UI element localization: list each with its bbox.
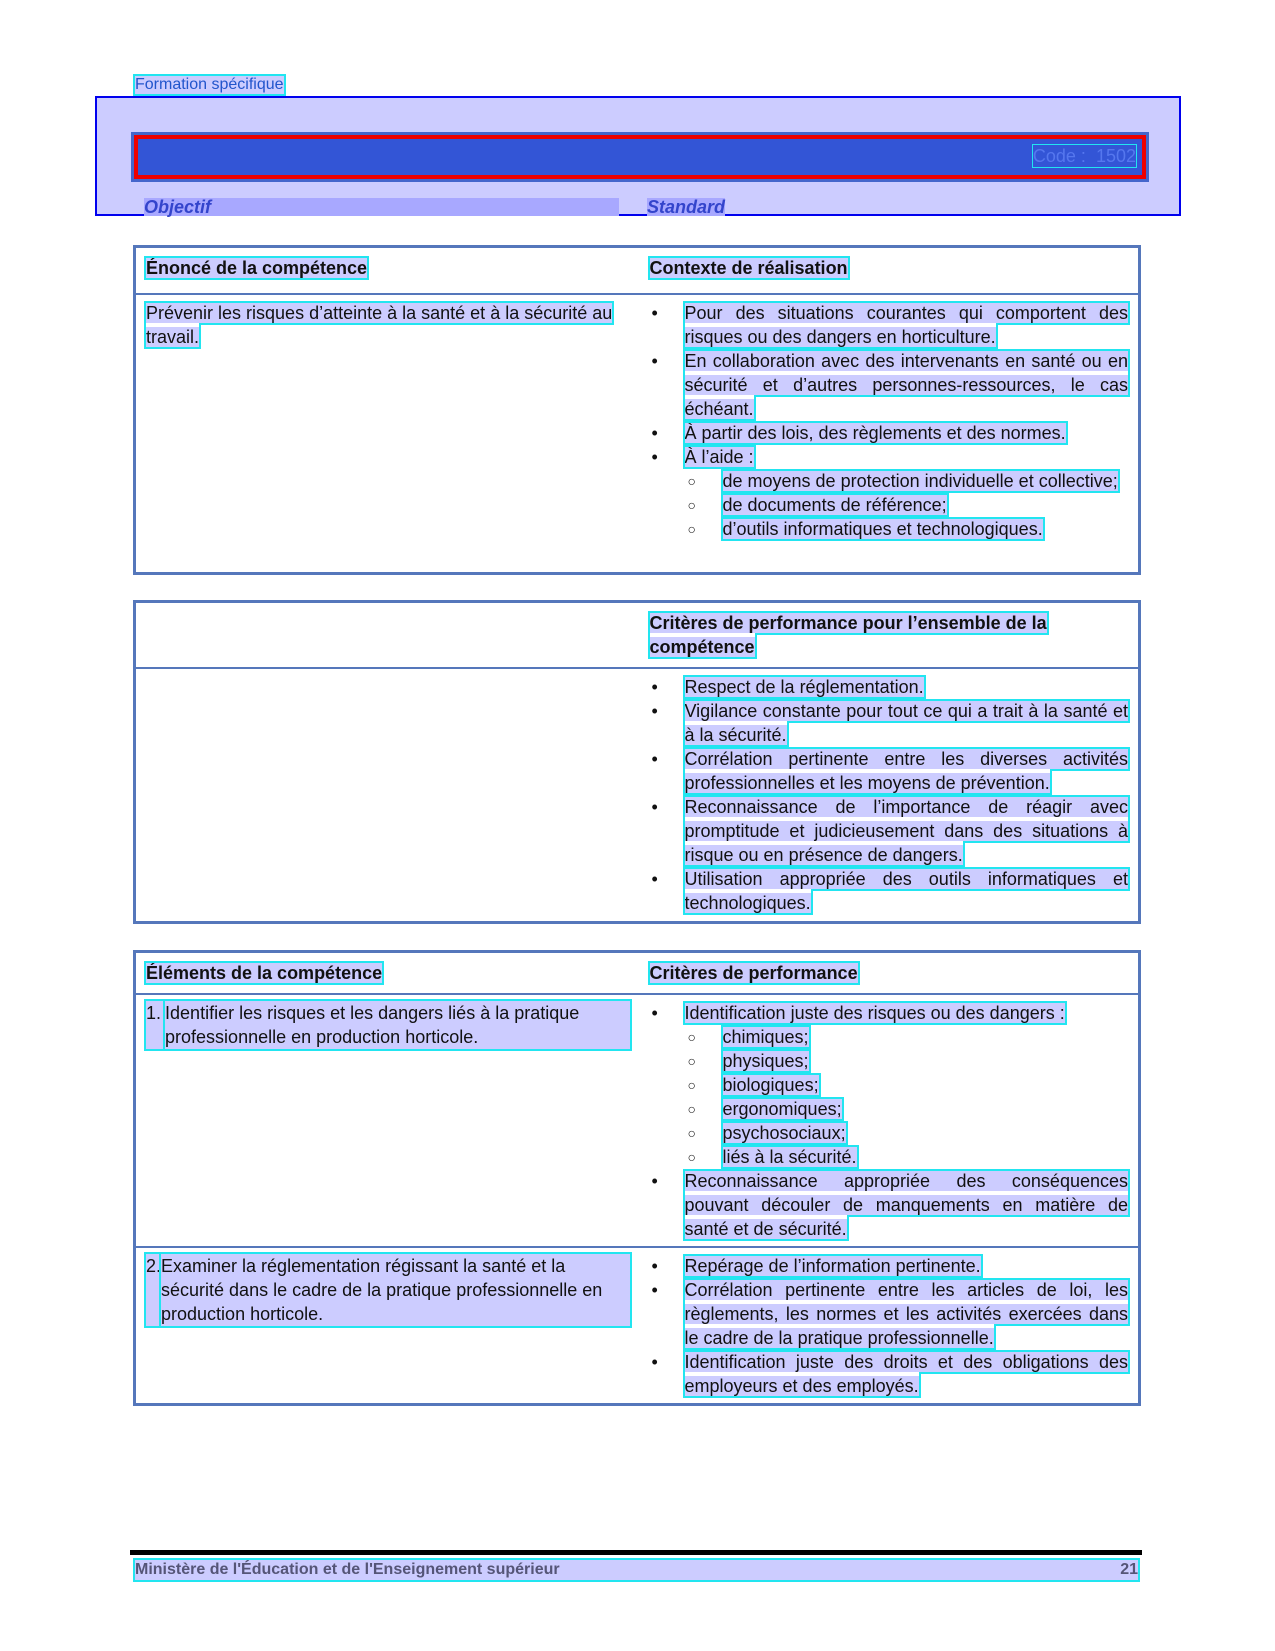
sub-bullet-item — [688, 1145, 1129, 1169]
item-text: Identification juste des risques ou des dangers : — [684, 1003, 1065, 1024]
item-text: Pour des situations courantes qui comportent des risques ou des dangers en horticulture. — [684, 302, 1128, 347]
performance-heading: Critères de performance — [649, 963, 858, 983]
item-text: chimiques; — [722, 1027, 809, 1048]
context-list — [650, 301, 1129, 541]
section-title: Formation spécifique — [135, 76, 284, 93]
code-label: Code : 1502 — [1032, 146, 1136, 166]
code-bar — [134, 135, 1146, 179]
bullet-item — [650, 301, 1129, 349]
item-text: Reconnaissance de l’importance de réagir avec promptitude et judicieusement dans des situations à risque ou en présence de dangers. — [684, 797, 1128, 866]
contexte-heading: Contexte de réalisation — [649, 258, 848, 278]
item-text: Corrélation pertinente entre les articles de loi, les règlements, les normes et les activités exercées dans le cadre de la pratique professionnelle. — [684, 1280, 1128, 1349]
sub-bullet-item — [688, 1049, 1129, 1073]
bullet-item — [650, 1001, 1129, 1025]
item-text: Utilisation appropriée des outils informatiques et technologiques. — [684, 869, 1128, 914]
bullet-item — [650, 699, 1129, 747]
bullet-item — [650, 867, 1129, 915]
bullet-item — [650, 1169, 1129, 1241]
elements-heading: Éléments de la compétence — [146, 963, 383, 983]
competence-statement: Prévenir les risques d’atteinte à la santé et à la sécurité au travail. — [146, 302, 613, 347]
page-number: 21 — [1120, 1561, 1138, 1578]
item-text: ergonomiques; — [722, 1099, 842, 1120]
item-text: Corrélation pertinente entre les diverses activités professionnelles et les moyens de prévention. — [684, 749, 1128, 794]
elements-table — [133, 950, 1141, 1406]
element-criteria-list — [650, 1001, 1129, 1241]
sub-bullet-item — [688, 469, 1129, 493]
bullet-item — [650, 445, 1129, 469]
sub-bullet-item — [688, 1025, 1129, 1049]
item-text: de documents de référence; — [722, 494, 947, 515]
element-text: Examiner la réglementation régissant la santé et la sécurité dans le cadre de la pratique professionnelle en production horticole. — [161, 1254, 629, 1326]
item-text: À l’aide : — [684, 446, 754, 467]
sub-bullet-item — [688, 1121, 1129, 1145]
item-text: physiques; — [722, 1051, 809, 1072]
bullet-item — [650, 349, 1129, 421]
enonce-heading: Énoncé de la compétence — [146, 258, 368, 278]
item-text: psychosociaux; — [722, 1123, 846, 1144]
bullet-item — [650, 747, 1129, 795]
sub-bullet-item — [688, 517, 1129, 541]
bullet-item — [650, 1350, 1129, 1398]
competence-table — [133, 245, 1141, 575]
item-text: En collaboration avec des intervenants en santé ou en sécurité et d’autres personnes-ressources, le cas échéant. — [684, 350, 1128, 419]
bullet-item — [650, 795, 1129, 867]
sub-bullet-item — [688, 1097, 1129, 1121]
item-text: Repérage de l’information pertinente. — [684, 1256, 981, 1277]
criteria-list — [650, 675, 1129, 915]
standard-label: Standard — [647, 197, 726, 217]
item-text: Reconnaissance appropriée des conséquences pouvant découler de manquements en matière de santé et de sécurité. — [684, 1171, 1128, 1240]
ministry-name: Ministère de l'Éducation et de l'Enseignement supérieur — [135, 1561, 560, 1578]
element-criteria-list — [650, 1254, 1129, 1398]
sub-bullet-item — [688, 493, 1129, 517]
item-text: Respect de la réglementation. — [684, 677, 924, 698]
item-text: liés à la sécurité. — [722, 1147, 857, 1168]
item-text: biologiques; — [722, 1075, 819, 1096]
objectif-label: Objectif — [144, 198, 619, 216]
item-text: d’outils informatiques et technologiques. — [722, 518, 1043, 539]
element-number: 1. — [146, 1001, 165, 1049]
item-text: de moyens de protection individuelle et collective; — [722, 470, 1118, 491]
global-criteria-table — [133, 600, 1141, 924]
footer-rule — [130, 1550, 1142, 1555]
item-text: À partir des lois, des règlements et des normes. — [684, 422, 1066, 443]
bullet-item — [650, 1278, 1129, 1350]
sub-bullet-item — [688, 1073, 1129, 1097]
bullet-item — [650, 1254, 1129, 1278]
element-number: 2. — [146, 1254, 161, 1326]
item-text: Vigilance constante pour tout ce qui a trait à la santé et à la sécurité. — [684, 701, 1128, 746]
item-text: Identification juste des droits et des obligations des employeurs et des employés. — [684, 1352, 1128, 1397]
bullet-item — [650, 421, 1129, 445]
element-text: Identifier les risques et les dangers liés à la pratique professionnelle en production horticole. — [165, 1001, 629, 1049]
criteria-heading: Critères de performance pour l’ensemble de la compétence — [649, 613, 1047, 657]
bullet-item — [650, 675, 1129, 699]
footer — [135, 1560, 1138, 1580]
header-box — [95, 96, 1181, 216]
